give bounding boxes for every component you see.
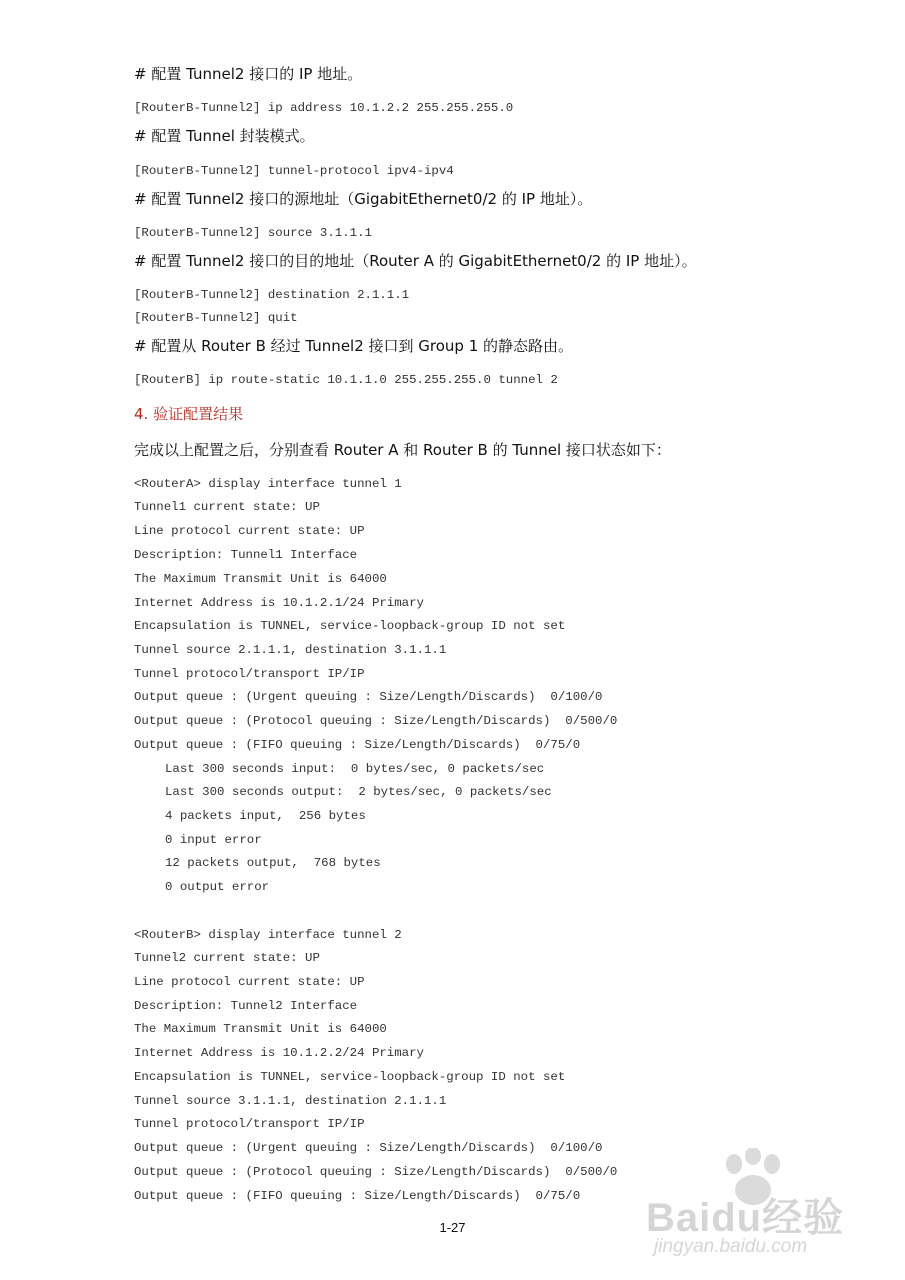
- code-line: <RouterB> display interface tunnel 2: [134, 928, 402, 942]
- instruction-line: # 配置从 Router B 经过 Tunnel2 接口到 Group 1 的静态路由。: [134, 337, 574, 355]
- code-line: 0 output error: [165, 880, 270, 894]
- code-line: Tunnel1 current state: UP: [134, 500, 320, 514]
- code-line: [RouterB] ip route-static 10.1.1.0 255.255.255.0 tunnel 2: [134, 373, 558, 387]
- section-heading: 4. 验证配置结果: [134, 405, 244, 423]
- watermark-brand: Baidu经验: [646, 1196, 845, 1240]
- code-line: Output queue : (FIFO queuing : Size/Length/Discards) 0/75/0: [134, 1189, 581, 1203]
- code-line: [RouterB-Tunnel2] source 3.1.1.1: [134, 226, 372, 240]
- code-line: [RouterB-Tunnel2] destination 2.1.1.1: [134, 288, 410, 302]
- code-line: <RouterA> display interface tunnel 1: [134, 477, 402, 491]
- page-number: 1-27: [439, 1220, 466, 1235]
- code-line: 12 packets output, 768 bytes: [165, 856, 381, 870]
- instruction-line: # 配置 Tunnel 封装模式。: [134, 127, 315, 145]
- code-line: Last 300 seconds output: 2 bytes/sec, 0 packets/sec: [165, 785, 552, 799]
- code-line: 4 packets input, 256 bytes: [165, 809, 366, 823]
- code-line: Tunnel protocol/transport IP/IP: [134, 667, 365, 681]
- code-line: [RouterB-Tunnel2] ip address 10.1.2.2 255.255.255.0: [134, 101, 514, 115]
- code-line: Output queue : (Protocol queuing : Size/Length/Discards) 0/500/0: [134, 714, 618, 728]
- code-line: 0 input error: [165, 833, 262, 847]
- code-line: Encapsulation is TUNNEL, service-loopback-group ID not set: [134, 619, 566, 633]
- code-line: [RouterB-Tunnel2] quit: [134, 311, 298, 325]
- instruction-line: # 配置 Tunnel2 接口的 IP 地址。: [134, 65, 363, 83]
- code-line: Tunnel source 3.1.1.1, destination 2.1.1.1: [134, 1094, 447, 1108]
- code-line: Last 300 seconds input: 0 bytes/sec, 0 packets/sec: [165, 762, 545, 776]
- code-line: Tunnel source 2.1.1.1, destination 3.1.1.1: [134, 643, 447, 657]
- code-line: [RouterB-Tunnel2] tunnel-protocol ipv4-ipv4: [134, 164, 454, 178]
- code-line: Line protocol current state: UP: [134, 975, 365, 989]
- code-line: Output queue : (Urgent queuing : Size/Length/Discards) 0/100/0: [134, 690, 603, 704]
- code-line: Description: Tunnel2 Interface: [134, 999, 358, 1013]
- watermark-url: jingyan.baidu.com: [654, 1236, 808, 1257]
- code-line: Encapsulation is TUNNEL, service-loopback-group ID not set: [134, 1070, 566, 1084]
- baidu-jingyan-watermark: [640, 1148, 870, 1268]
- instruction-line: # 配置 Tunnel2 接口的源地址（GigabitEthernet0/2 的 IP 地址）。: [134, 190, 593, 208]
- code-line: Description: Tunnel1 Interface: [134, 548, 358, 562]
- code-line: Output queue : (Protocol queuing : Size/Length/Discards) 0/500/0: [134, 1165, 618, 1179]
- code-line: Line protocol current state: UP: [134, 524, 365, 538]
- code-line: Tunnel2 current state: UP: [134, 951, 320, 965]
- code-line: The Maximum Transmit Unit is 64000: [134, 1022, 387, 1036]
- instruction-line: 完成以上配置之后，分别查看 Router A 和 Router B 的 Tunnel 接口状态如下：: [134, 441, 671, 459]
- code-line: Internet Address is 10.1.2.2/24 Primary: [134, 1046, 424, 1060]
- code-line: Output queue : (Urgent queuing : Size/Length/Discards) 0/100/0: [134, 1141, 603, 1155]
- code-line: Output queue : (FIFO queuing : Size/Length/Discards) 0/75/0: [134, 738, 581, 752]
- code-line: Tunnel protocol/transport IP/IP: [134, 1117, 365, 1131]
- instruction-line: # 配置 Tunnel2 接口的目的地址（Router A 的 GigabitEthernet0/2 的 IP 地址）。: [134, 252, 697, 270]
- code-line: Internet Address is 10.1.2.1/24 Primary: [134, 596, 424, 610]
- code-line: The Maximum Transmit Unit is 64000: [134, 572, 387, 586]
